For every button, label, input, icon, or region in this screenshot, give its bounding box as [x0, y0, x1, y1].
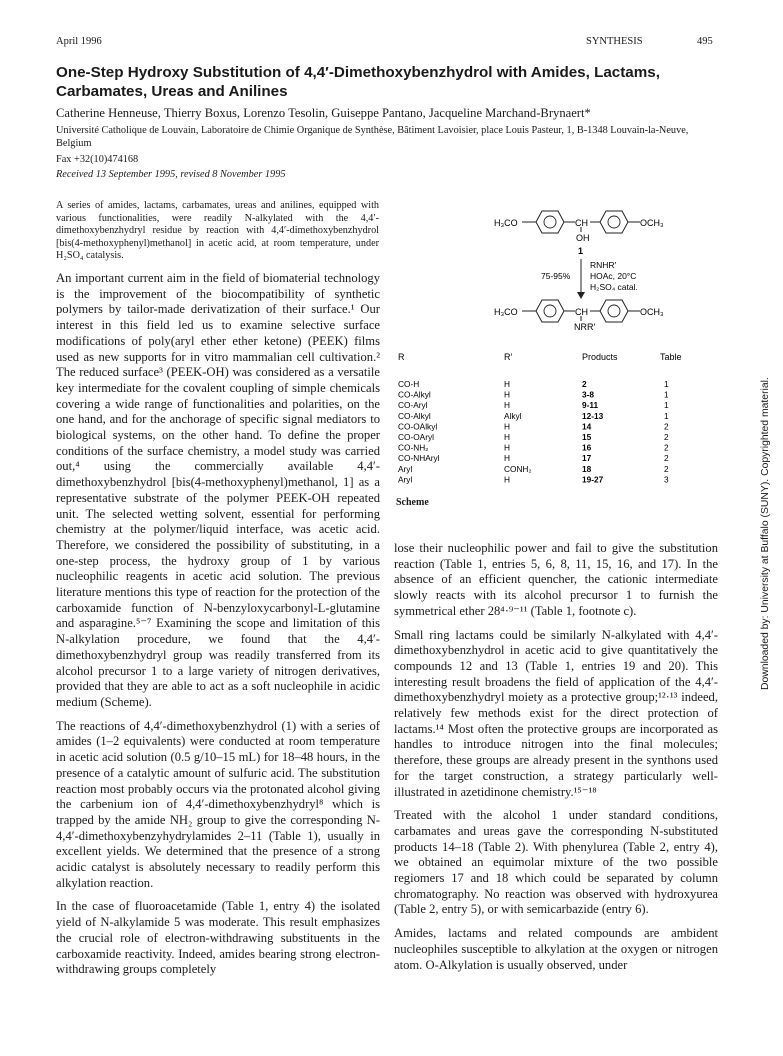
abstract: A series of amides, lactams, carbamates, ureas and anilines, equipped with various functionalities, were readily N-alkylated with the 4,4′-dimethoxybenzhydryl residue by reaction with 4,4′-dimethoxybenzhydrol [bis(4-methoxyphenyl)methanol] in acetic acid, at room temperature, under H₂SO₄ catalysis. — [56, 200, 379, 261]
r-cell: CO-Alkyl — [398, 389, 431, 400]
table-ref-cell: 2 — [664, 453, 669, 464]
article-title: One-Step Hydroxy Substitution of 4,4′-Dimethoxybenzhydrol with Amides, Lactams, Carbamates, Ureas and Anilines — [56, 64, 660, 100]
paragraph: lose their nucleophilic power and fail to give the substitution reaction (Table 1, entries 5, 6, 8, 11, 15, 16, and 17). In the absence of an efficient quencher, the cationic intermediate slowly reacts with its alcohol precursor 1 to furnish the symmetrical ether 28⁴·⁹⁻¹¹ (Table 1, footnote c). — [394, 541, 718, 618]
reagent-label: RNHR′ — [590, 260, 617, 270]
table-ref-cell: 1 — [664, 379, 669, 389]
author-list: Catherine Henneuse, Thierry Boxus, Lorenzo Tesolin, Guiseppe Pantano, Jacqueline Marchand-Brynaert* — [56, 106, 591, 120]
conditions-solvent: HOAc, 20°C — [590, 271, 637, 281]
r-prime-cell: H — [504, 474, 510, 485]
yield-label: 75-95% — [541, 271, 571, 281]
r-prime-cell: H — [504, 453, 510, 464]
paragraph: In the case of fluoroacetamide (Table 1, entry 4) the isolated yield of N-alkylamide 5 was moderate. This result emphasizes the crucial role of electron-withdrawing substituents in the carboxamide reactivity. Indeed, amides bearing strong electron-withdrawing groups completely — [56, 899, 380, 977]
r-cell: CO-NHAryl — [398, 453, 440, 464]
central-carbon-label: CH — [575, 218, 588, 228]
download-notice: Downloaded by: University at Buffalo (SUNY). Copyrighted material. — [760, 377, 771, 690]
scheme-caption: Scheme — [396, 497, 429, 508]
r-cell: CO-OAryl — [398, 432, 434, 442]
product-structure — [494, 300, 664, 332]
reaction-arrow — [541, 259, 638, 299]
products-cell: 17 — [582, 453, 592, 464]
products-cell: 12-13 — [582, 410, 604, 421]
central-carbon-label: CH — [575, 307, 588, 317]
received-dates: Received 13 September 1995, revised 8 November 1995 — [56, 169, 286, 180]
r-prime-cell: H — [504, 389, 510, 400]
conditions-catalyst: H₂SO₄ catal. — [590, 282, 638, 292]
table-ref-cell: 1 — [664, 410, 669, 421]
methoxy-left-label: H₃CO — [494, 307, 518, 317]
products-cell: 14 — [582, 421, 592, 432]
right-column — [394, 541, 718, 981]
table-ref-cell: 2 — [664, 442, 669, 453]
column-header: Products — [582, 352, 618, 362]
products-cell: 2 — [582, 379, 587, 389]
table-ref-cell: 2 — [664, 463, 669, 474]
table-ref-cell: 1 — [664, 389, 669, 400]
products-cell: 15 — [582, 432, 592, 442]
r-cell: CO-Alkyl — [398, 410, 431, 421]
column-header: R′ — [504, 352, 513, 362]
r-cell: Aryl — [398, 474, 413, 485]
r-prime-cell: CONH₂ — [504, 463, 532, 474]
paragraph: Treated with the alcohol 1 under standard conditions, carbamates and ureas gave the corresponding N-substituted products 14–18 (Table 2). With phenylurea (Table 2, entry 4), we obtained an equimolar mixture of the two possible regiomers 17 and 18 which could be separated by column chromatography. No reaction was observed with hydroxyurea (Table 2, entry 5), or with semicarbazide (entry 6). — [394, 808, 718, 917]
table-ref-cell: 3 — [664, 474, 669, 485]
paragraph: Amides, lactams and related compounds are ambident nucleophiles susceptible to alkylation at the oxygen or nitrogen atom. O-Alkylation is usually observed, under — [394, 926, 718, 972]
methoxy-left-label: H₃CO — [494, 218, 518, 228]
column-header: R — [398, 352, 405, 362]
methoxy-right-label: OCH₃ — [640, 218, 664, 228]
paragraph: The reactions of 4,4′-dimethoxybenzhydrol (1) with a series of amides (1–2 equivalents) were conducted at room temperature in acetic acid solution (0.5 g/10–15 mL) for 18–48 hours, in the presence of a catalytic amount of sulfuric acid. The substitution reaction most probably occurs via the protonated alcohol giving the carbenium ion of 4,4′-dimethoxybenzhydryl⁸ which is trapped by the amide NH₂ group to give the corresponding N-4,4′-dimethoxybenzyhydrylamides 2–11 (Table 1), usually in excellent yields. We determined that the presence of a strong acidic catalyst is absolutely necessary to readily perform this alkylation reaction. — [56, 718, 380, 890]
products-cell: 16 — [582, 442, 592, 453]
r-prime-cell: H — [504, 379, 510, 389]
compound-number: 1 — [578, 246, 584, 256]
paragraph: Small ring lactams could be similarly N-alkylated with 4,4′-dimethoxybenzhydrol in acetic acid to give quantitatively the compounds 12 and 13 (Table 1, entries 19 and 20). This interesting result broadens the field of application of the 4,4′-dimethoxybenzhydryl moiety as a protective group;¹²·¹³ indeed, relatively few methods exist for the direct protection of lactams.¹⁴ Most often the protective groups are incorporated as handles to introduce nitrogen into the final molecules; therefore, these groups are already present in the synthons used for the target construction, a strategy particularly well-illustrated in azetidinone chemistry.¹⁵⁻¹⁸ — [394, 627, 718, 799]
table-ref-cell: 2 — [664, 421, 669, 432]
products-cell: 18 — [582, 463, 592, 474]
r-cell: Aryl — [398, 463, 413, 474]
r-cell: CO-NH₂ — [398, 442, 429, 453]
products-cell: 9-11 — [582, 400, 599, 411]
r-cell: CO-Aryl — [398, 400, 428, 411]
table-ref-cell: 2 — [664, 432, 669, 442]
reactant-structure — [494, 211, 664, 256]
hydroxy-label: OH — [576, 233, 590, 243]
products-cell: 19-27 — [582, 474, 604, 485]
column-header: Table — [660, 352, 682, 362]
reaction-scheme — [394, 195, 719, 495]
r-prime-cell: H — [504, 432, 510, 442]
paragraph: An important current aim in the field of biomaterial technology is the improvement of the biocompatibility of synthetic polymers by tailor-made derivatization of their surface.¹ Our interest in this field led us to examine selective surface modifications of poly(aryl ether ether ketone) (PEEK) films used as new supports for in vitro mammalian cell cultivation.² The reduced surface³ (PEEK-OH) was considered as a versatile key intermediate for the covalent coupling of simple chemicals covering a wide range of functionalities and polarities, on the one hand, and for the anchorage of specific signal mediators to biological systems, on the other hand. To define the proper conditions of the surface chemistry, a model study was carried out,⁴ using the commercially available 4,4′-dimethoxybenzhydrol [bis(4-methoxyphenyl)methanol, 1] as a representative substrate of the polymer PEEK-OH repeated unit. The selected wetting solvent, essential for performing chemistry at the polymer/liquid interface, was acetic acid. Therefore, we considered the possibility of substituting, in a one-step process, the hydroxy group of 1 by various nucleophilic reagents in acetic acid solution. The previous literature mentions this type of reaction for the protection of the carboxamide function of N-benzyloxycarbonyl-L-glutamine and asparagine.⁵⁻⁷ Examining the scope and limitation of this N-alkylation procedure, we found that the 4,4′-dimethoxybenzhydryl group was readily transferred from its alcohol precursor 1 to a large variety of nitrogen derivatives, provided that they are able to act as a soft nucleophile in acidic medium (Scheme). — [56, 271, 380, 709]
amine-label: NRR′ — [574, 322, 596, 332]
r-prime-cell: H — [504, 400, 510, 411]
methoxy-right-label: OCH₃ — [640, 307, 664, 317]
products-cell: 3-8 — [582, 389, 594, 400]
header-journal: SYNTHESIS — [586, 36, 643, 47]
affiliation: Université Catholique de Louvain, Laboratoire de Chimie Organique de Synthèse, Bâtiment Lavoisier, place Louis Pasteur, 1, B-1348 Louvain-la-Neuve, Belgium — [56, 125, 689, 149]
r-prime-cell: Alkyl — [504, 410, 522, 421]
r-prime-cell: H — [504, 421, 510, 432]
left-column — [56, 271, 380, 986]
header-page-number: 495 — [697, 36, 713, 47]
fax-number: Fax +32(10)474168 — [56, 154, 139, 165]
r-prime-cell: H — [504, 442, 510, 453]
r-cell: CO-OAlkyl — [398, 421, 438, 432]
header-date: April 1996 — [56, 36, 102, 47]
scheme-table — [398, 352, 682, 484]
r-cell: CO-H — [398, 379, 420, 389]
table-ref-cell: 1 — [664, 400, 669, 411]
